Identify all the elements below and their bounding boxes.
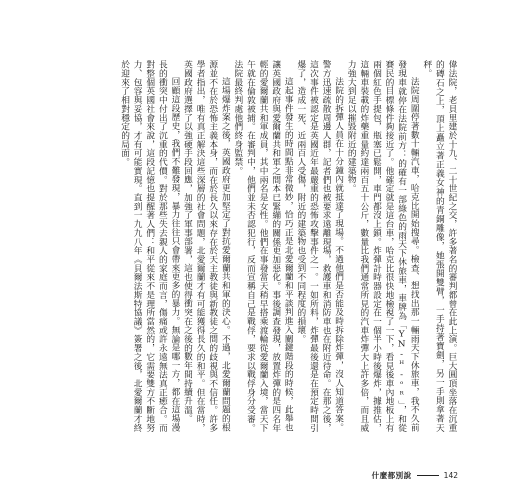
paragraph: 法院周圍停著數十輛汽車，哈克比開始搜尋。檢查、想找出那一輛雨天下休旅車，我不久前發現車就停在法院前方：的確有一部綠色的雨天下休旅車，車牌為「YN-ᴴ-ᵒᴿ」，和從賽民的目標條件夠接近了。他確定就是這台車，哈克比很快地檢視了一下，看見後車內地板上有兩個紅色手提包，瓶塞已鬆開，車門都沒上鎖。炸彈計時器設定在一個半小時後爆炸，據推估，這輛車裝載的炸藥重量約達兩百五十公斤，數量比我們通常所見的汽車炸彈大上許多倍，而且威力強大到足以摧毀附近的建築物。 — [346, 60, 420, 432]
body-text — [118, 60, 458, 432]
paragraph: 偉法院，老貝里建於十九、二十世紀之交，許多著名的審判都曾在此上演。巨大圓頂坐落在沉重的磚石之上，頂上矗立著正義女神的青銅雕像，她張開雙臂，一手持著寶劍，另一手則拿著天秤。 — [421, 60, 457, 432]
page-number: 142 — [443, 471, 458, 480]
running-title: 什麼都別說 — [371, 471, 412, 480]
paragraph: 這場爆炸案之後，英國政府更加堅定了對抗愛爾蘭共和軍的決心。不過，北愛爾蘭問題的根源並不在於恐怖主義本身，而在於長久以來存在於天主教徒與新教徒之間的歧視與不信任。許多學者指出，唯有真正解決這些深層的社會問題，北愛爾蘭才有可能獲得長久的和平。但在當時，英國政府選擇了以強硬手段回應，加強了軍事部署，這也使得衝突在之後的數年間持續升溫。 — [182, 60, 231, 432]
paragraph: 這起事件發生的時間點非常微妙，恰巧正是北愛爾蘭和平談判進入關鍵階段的時候，此舉也讓英國政府與愛爾蘭共和軍之間本已緊繃的關係更加惡化。事後調查發現，放置炸彈的是四名年輕的愛爾蘭共和軍成員，其中兩名是女性。他們在事發當天稍早搭乘渡輪從愛爾蘭入境，當天下午就在倫敦被捕。在審判中，他們並未否認犯行，反而宣稱自己是戰俘，要求以戰俘身分受審。法院最終判處他們終身監禁。 — [232, 60, 294, 432]
paragraph: 法院的拆彈人員在十分鐘內就抵達了現場。不過他們是否能及時拆除炸彈，沒人知道答案。警方迅速疏散周邊人群，記者們也被要求遠離現場，救護車和消防車也在附近待命。在那之後，這次事件被認定是英國近年最嚴重的恐怖攻擊事件之一。一如所料，炸彈最後還是在預定時間引爆了，造成一死、近兩百人受傷，附近的建築物也受到不同程度的損壞。 — [295, 60, 344, 432]
footer-rule — [417, 475, 439, 476]
page-footer — [372, 470, 458, 481]
paragraph: 回顧這段歷史，我們不難發現，暴力往往只會帶來更多的暴力。無論是哪一方，都在這場漫長的衝突中付出了沉重的代價。對於那些失去親人的家庭而言，傷痛或許永遠無法真正癒合。而對整個英國社會來說，這段記憶也提醒著人們：和平從來不是理所當然的，它需要雙方不斷地努力、包容與妥協，才有可能實現。直到一九九八年《貝爾法斯特協議》簽署之後，北愛爾蘭才終於迎來了相對穩定的局面。 — [119, 60, 180, 432]
